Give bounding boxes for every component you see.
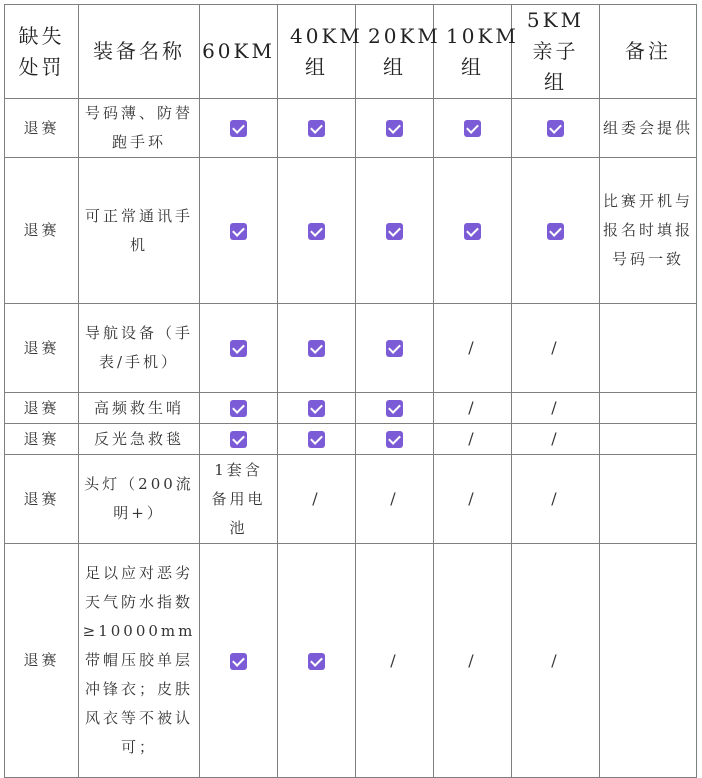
requirement-cell: [356, 455, 434, 544]
requirement-cell: [200, 393, 278, 424]
header-40km: 40KM组: [278, 5, 356, 99]
requirement-cell: [278, 455, 356, 544]
table-row: [5, 99, 697, 158]
penalty-cell: 退赛: [5, 304, 79, 393]
requirement-cell: [356, 304, 434, 393]
table-row: [5, 424, 697, 455]
checkbox-checked-icon: [464, 223, 481, 240]
requirement-cell: [434, 424, 512, 455]
checkbox-checked-icon: [230, 340, 247, 357]
checkbox-checked-icon: [547, 223, 564, 240]
header-10km: 10KM组: [434, 5, 512, 99]
checkbox-checked-icon: [230, 223, 247, 240]
checkbox-checked-icon: [386, 223, 403, 240]
not-required-mark: /: [390, 650, 399, 670]
checkbox-checked-icon: [308, 653, 325, 670]
remarks-cell: [600, 455, 697, 544]
equipment-name-cell: 导航设备（手表/手机）: [79, 304, 200, 393]
remarks-cell: 组委会提供: [600, 99, 697, 158]
requirement-cell: [356, 424, 434, 455]
not-required-mark: /: [468, 398, 477, 417]
checkbox-checked-icon: [308, 120, 325, 137]
requirement-cell: [356, 544, 434, 778]
header-remarks: 备注: [600, 5, 697, 99]
requirement-cell: [512, 544, 600, 778]
equipment-name-cell: 反光急救毯: [79, 424, 200, 455]
requirement-cell: [356, 99, 434, 158]
requirement-cell: [434, 99, 512, 158]
requirement-cell: [434, 455, 512, 544]
not-required-mark: /: [468, 338, 477, 357]
equipment-name-cell: 头灯（200流明+）: [79, 455, 200, 544]
requirement-cell: [278, 544, 356, 778]
requirement-cell: [356, 158, 434, 304]
requirement-cell: [278, 424, 356, 455]
requirement-cell: [434, 393, 512, 424]
header-equipment-name: 装备名称: [79, 5, 200, 99]
penalty-cell: 退赛: [5, 99, 79, 158]
table-row: [5, 393, 697, 424]
requirement-cell: [278, 393, 356, 424]
remarks-cell: [600, 424, 697, 455]
checkbox-checked-icon: [547, 120, 564, 137]
requirement-cell: [512, 99, 600, 158]
penalty-cell: 退赛: [5, 455, 79, 544]
requirement-cell: [278, 304, 356, 393]
requirement-cell: [278, 99, 356, 158]
not-required-mark: /: [468, 650, 477, 670]
requirement-cell: [512, 455, 600, 544]
checkbox-checked-icon: [308, 223, 325, 240]
requirement-cell: [200, 455, 278, 544]
requirement-cell: [200, 544, 278, 778]
header-20km: 20KM组: [356, 5, 434, 99]
penalty-cell: 退赛: [5, 544, 79, 778]
equipment-table: [4, 4, 697, 778]
checkbox-checked-icon: [386, 431, 403, 448]
table-row: [5, 158, 697, 304]
remarks-cell: [600, 393, 697, 424]
requirement-cell: [278, 158, 356, 304]
header-row: [5, 5, 697, 99]
not-required-mark: /: [312, 489, 321, 508]
equipment-name-cell: 号码薄、防替跑手环: [79, 99, 200, 158]
equipment-name-cell: 足以应对恶劣天气防水指数≥10000mm带帽压胶单层冲锋衣；皮肤风衣等不被认可；: [79, 544, 200, 778]
requirement-cell: [434, 544, 512, 778]
requirement-cell: [200, 158, 278, 304]
remarks-cell: [600, 544, 697, 778]
requirement-cell: [512, 158, 600, 304]
requirement-cell: [200, 99, 278, 158]
remarks-cell: [600, 304, 697, 393]
equipment-name-cell: 可正常通讯手机: [79, 158, 200, 304]
requirement-cell: [200, 424, 278, 455]
checkbox-checked-icon: [308, 340, 325, 357]
requirement-text: 1套含备用电池: [211, 460, 266, 537]
not-required-mark: /: [551, 489, 560, 508]
requirement-cell: [434, 304, 512, 393]
remarks-cell: 比赛开机与报名时填报号码一致: [600, 158, 697, 304]
checkbox-checked-icon: [230, 653, 247, 670]
not-required-mark: /: [551, 429, 560, 448]
checkbox-checked-icon: [230, 120, 247, 137]
checkbox-checked-icon: [386, 400, 403, 417]
table-row: [5, 455, 697, 544]
checkbox-checked-icon: [386, 340, 403, 357]
checkbox-checked-icon: [230, 431, 247, 448]
not-required-mark: /: [468, 489, 477, 508]
not-required-mark: /: [551, 398, 560, 417]
checkbox-checked-icon: [308, 431, 325, 448]
requirement-cell: [356, 393, 434, 424]
not-required-mark: /: [390, 489, 399, 508]
penalty-cell: 退赛: [5, 158, 79, 304]
requirement-cell: [512, 424, 600, 455]
header-penalty: 缺失处罚: [5, 5, 79, 99]
requirement-cell: [200, 304, 278, 393]
header-5km-family: 5KM亲子组: [512, 5, 600, 99]
header-60km: 60KM: [200, 5, 278, 99]
checkbox-checked-icon: [464, 120, 481, 137]
requirement-cell: [512, 393, 600, 424]
checkbox-checked-icon: [386, 120, 403, 137]
not-required-mark: /: [551, 650, 560, 670]
table-row: [5, 544, 697, 778]
requirement-cell: [512, 304, 600, 393]
table-row: [5, 304, 697, 393]
not-required-mark: /: [468, 429, 477, 448]
checkbox-checked-icon: [230, 400, 247, 417]
not-required-mark: /: [551, 338, 560, 357]
penalty-cell: 退赛: [5, 424, 79, 455]
penalty-cell: 退赛: [5, 393, 79, 424]
checkbox-checked-icon: [308, 400, 325, 417]
requirement-cell: [434, 158, 512, 304]
equipment-name-cell: 高频救生哨: [79, 393, 200, 424]
